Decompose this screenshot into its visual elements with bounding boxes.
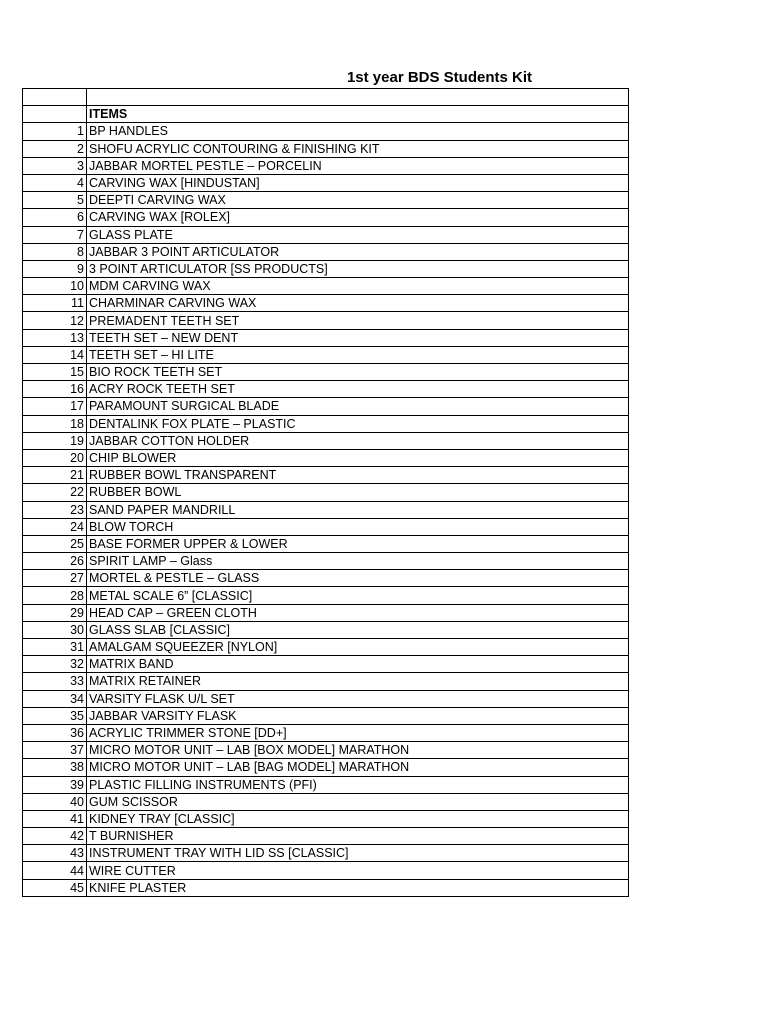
row-number-cell[interactable]: 41 — [23, 810, 87, 827]
table-row — [23, 174, 629, 191]
table-row — [23, 226, 629, 243]
row-number-cell[interactable]: 26 — [23, 553, 87, 570]
table-row — [23, 123, 629, 140]
row-number-cell[interactable]: 45 — [23, 879, 87, 896]
table-row — [23, 656, 629, 673]
row-number-cell[interactable]: 14 — [23, 346, 87, 363]
row-number-cell[interactable]: 1 — [23, 123, 87, 140]
table-row — [23, 140, 629, 157]
item-name-cell[interactable]: MATRIX BAND — [87, 656, 629, 673]
table-row — [23, 467, 629, 484]
item-name-cell[interactable]: MICRO MOTOR UNIT – LAB [BAG MODEL] MARATHON — [87, 759, 629, 776]
items-header[interactable]: ITEMS — [87, 106, 629, 123]
item-name-cell[interactable]: MATRIX RETAINER — [87, 673, 629, 690]
table-row — [23, 398, 629, 415]
item-name-cell[interactable]: MDM CARVING WAX — [87, 278, 629, 295]
item-name-cell[interactable]: CHARMINAR CARVING WAX — [87, 295, 629, 312]
item-name-cell[interactable]: TEETH SET – NEW DENT — [87, 329, 629, 346]
item-name-cell[interactable]: WIRE CUTTER — [87, 862, 629, 879]
item-name-cell[interactable]: PARAMOUNT SURGICAL BLADE — [87, 398, 629, 415]
items-table — [22, 88, 629, 897]
row-number-cell[interactable]: 30 — [23, 621, 87, 638]
table-row — [23, 828, 629, 845]
table-row — [23, 759, 629, 776]
table-row — [23, 364, 629, 381]
item-name-cell[interactable]: SPIRIT LAMP – Glass — [87, 553, 629, 570]
row-number-cell[interactable]: 34 — [23, 690, 87, 707]
item-name-cell[interactable]: GUM SCISSOR — [87, 793, 629, 810]
item-name-cell[interactable]: CARVING WAX [HINDUSTAN] — [87, 174, 629, 191]
table-row — [23, 329, 629, 346]
row-number-cell[interactable]: 12 — [23, 312, 87, 329]
table-row — [23, 449, 629, 466]
table-row — [23, 501, 629, 518]
table-row — [23, 260, 629, 277]
table-row — [23, 604, 629, 621]
item-name-cell[interactable]: BP HANDLES — [87, 123, 629, 140]
table-row — [23, 639, 629, 656]
row-number-cell[interactable]: 16 — [23, 381, 87, 398]
sheet-title: 1st year BDS Students Kit — [346, 69, 532, 86]
table-row — [23, 415, 629, 432]
row-number-cell[interactable]: 23 — [23, 501, 87, 518]
row-number-cell[interactable]: 39 — [23, 776, 87, 793]
row-number-cell[interactable]: 4 — [23, 174, 87, 191]
cell-header-num[interactable] — [23, 106, 87, 123]
table-row — [23, 518, 629, 535]
row-number-cell[interactable]: 11 — [23, 295, 87, 312]
row-number-cell[interactable]: 20 — [23, 449, 87, 466]
item-name-cell[interactable]: TEETH SET – HI LITE — [87, 346, 629, 363]
item-name-cell[interactable]: RUBBER BOWL TRANSPARENT — [87, 467, 629, 484]
row-number-cell[interactable]: 6 — [23, 209, 87, 226]
row-number-cell[interactable]: 36 — [23, 724, 87, 741]
item-name-cell[interactable]: BLOW TORCH — [87, 518, 629, 535]
row-number-cell[interactable]: 7 — [23, 226, 87, 243]
row-number-cell[interactable]: 3 — [23, 157, 87, 174]
table-row — [23, 484, 629, 501]
item-name-cell[interactable]: CARVING WAX [ROLEX] — [87, 209, 629, 226]
item-name-cell[interactable]: JABBAR VARSITY FLASK — [87, 707, 629, 724]
item-name-cell[interactable]: MICRO MOTOR UNIT – LAB [BOX MODEL] MARATHON — [87, 742, 629, 759]
item-name-cell[interactable]: INSTRUMENT TRAY WITH LID SS [CLASSIC] — [87, 845, 629, 862]
row-number-cell[interactable]: 44 — [23, 862, 87, 879]
table-row — [23, 312, 629, 329]
cell-blank-num[interactable] — [23, 89, 87, 106]
table-row — [23, 879, 629, 896]
header-row — [23, 106, 629, 123]
cell-blank-item[interactable] — [87, 89, 629, 106]
item-name-cell[interactable]: ACRY ROCK TEETH SET — [87, 381, 629, 398]
item-name-cell[interactable]: DEEPTI CARVING WAX — [87, 192, 629, 209]
table-row — [23, 810, 629, 827]
row-number-cell[interactable]: 25 — [23, 535, 87, 552]
blank-row — [23, 89, 629, 106]
item-name-cell[interactable]: JABBAR COTTON HOLDER — [87, 432, 629, 449]
item-name-cell[interactable]: METAL SCALE 6” [CLASSIC] — [87, 587, 629, 604]
item-name-cell[interactable]: KNIFE PLASTER — [87, 879, 629, 896]
table-row — [23, 553, 629, 570]
table-row — [23, 243, 629, 260]
row-number-cell[interactable]: 19 — [23, 432, 87, 449]
row-number-cell[interactable]: 27 — [23, 570, 87, 587]
item-name-cell[interactable]: DENTALINK FOX PLATE – PLASTIC — [87, 415, 629, 432]
row-number-cell[interactable]: 9 — [23, 260, 87, 277]
row-number-cell[interactable]: 28 — [23, 587, 87, 604]
item-name-cell[interactable]: GLASS PLATE — [87, 226, 629, 243]
item-name-cell[interactable]: SHOFU ACRYLIC CONTOURING & FINISHING KIT — [87, 140, 629, 157]
table-row — [23, 587, 629, 604]
item-name-cell[interactable]: BIO ROCK TEETH SET — [87, 364, 629, 381]
row-number-cell[interactable]: 38 — [23, 759, 87, 776]
table-row — [23, 432, 629, 449]
row-number-cell[interactable]: 43 — [23, 845, 87, 862]
table-row — [23, 707, 629, 724]
row-number-cell[interactable]: 33 — [23, 673, 87, 690]
table-row — [23, 793, 629, 810]
row-number-cell[interactable]: 8 — [23, 243, 87, 260]
table-row — [23, 673, 629, 690]
row-number-cell[interactable]: 24 — [23, 518, 87, 535]
table-row — [23, 724, 629, 741]
table-row — [23, 278, 629, 295]
item-name-cell[interactable]: VARSITY FLASK U/L SET — [87, 690, 629, 707]
row-number-cell[interactable]: 40 — [23, 793, 87, 810]
row-number-cell[interactable]: 18 — [23, 415, 87, 432]
item-name-cell[interactable]: SAND PAPER MANDRILL — [87, 501, 629, 518]
item-name-cell[interactable]: HEAD CAP – GREEN CLOTH — [87, 604, 629, 621]
row-number-cell[interactable]: 22 — [23, 484, 87, 501]
item-name-cell[interactable]: T BURNISHER — [87, 828, 629, 845]
item-name-cell[interactable]: PREMADENT TEETH SET — [87, 312, 629, 329]
row-number-cell[interactable]: 32 — [23, 656, 87, 673]
item-name-cell[interactable]: CHIP BLOWER — [87, 449, 629, 466]
item-name-cell[interactable]: JABBAR MORTEL PESTLE – PORCELIN — [87, 157, 629, 174]
row-number-cell[interactable]: 10 — [23, 278, 87, 295]
item-name-cell[interactable]: PLASTIC FILLING INSTRUMENTS (PFI) — [87, 776, 629, 793]
row-number-cell[interactable]: 2 — [23, 140, 87, 157]
item-name-cell[interactable]: KIDNEY TRAY [CLASSIC] — [87, 810, 629, 827]
row-number-cell[interactable]: 17 — [23, 398, 87, 415]
row-number-cell[interactable]: 29 — [23, 604, 87, 621]
item-name-cell[interactable]: GLASS SLAB [CLASSIC] — [87, 621, 629, 638]
item-name-cell[interactable]: RUBBER BOWL — [87, 484, 629, 501]
item-name-cell[interactable]: ACRYLIC TRIMMER STONE [DD+] — [87, 724, 629, 741]
row-number-cell[interactable]: 37 — [23, 742, 87, 759]
table-row — [23, 209, 629, 226]
table-row — [23, 776, 629, 793]
row-number-cell[interactable]: 42 — [23, 828, 87, 845]
table-row — [23, 346, 629, 363]
item-name-cell[interactable]: 3 POINT ARTICULATOR [SS PRODUCTS] — [87, 260, 629, 277]
item-name-cell[interactable]: AMALGAM SQUEEZER [NYLON] — [87, 639, 629, 656]
table-row — [23, 862, 629, 879]
table-row — [23, 845, 629, 862]
table-row — [23, 157, 629, 174]
table-row — [23, 570, 629, 587]
table-row — [23, 295, 629, 312]
table-row — [23, 621, 629, 638]
row-number-cell[interactable]: 35 — [23, 707, 87, 724]
table-row — [23, 742, 629, 759]
item-name-cell[interactable]: BASE FORMER UPPER & LOWER — [87, 535, 629, 552]
table-row — [23, 192, 629, 209]
table-row — [23, 381, 629, 398]
table-row — [23, 535, 629, 552]
row-number-cell[interactable]: 5 — [23, 192, 87, 209]
item-name-cell[interactable]: MORTEL & PESTLE – GLASS — [87, 570, 629, 587]
table-row — [23, 690, 629, 707]
row-number-cell[interactable]: 15 — [23, 364, 87, 381]
item-name-cell[interactable]: JABBAR 3 POINT ARTICULATOR — [87, 243, 629, 260]
row-number-cell[interactable]: 31 — [23, 639, 87, 656]
row-number-cell[interactable]: 13 — [23, 329, 87, 346]
row-number-cell[interactable]: 21 — [23, 467, 87, 484]
